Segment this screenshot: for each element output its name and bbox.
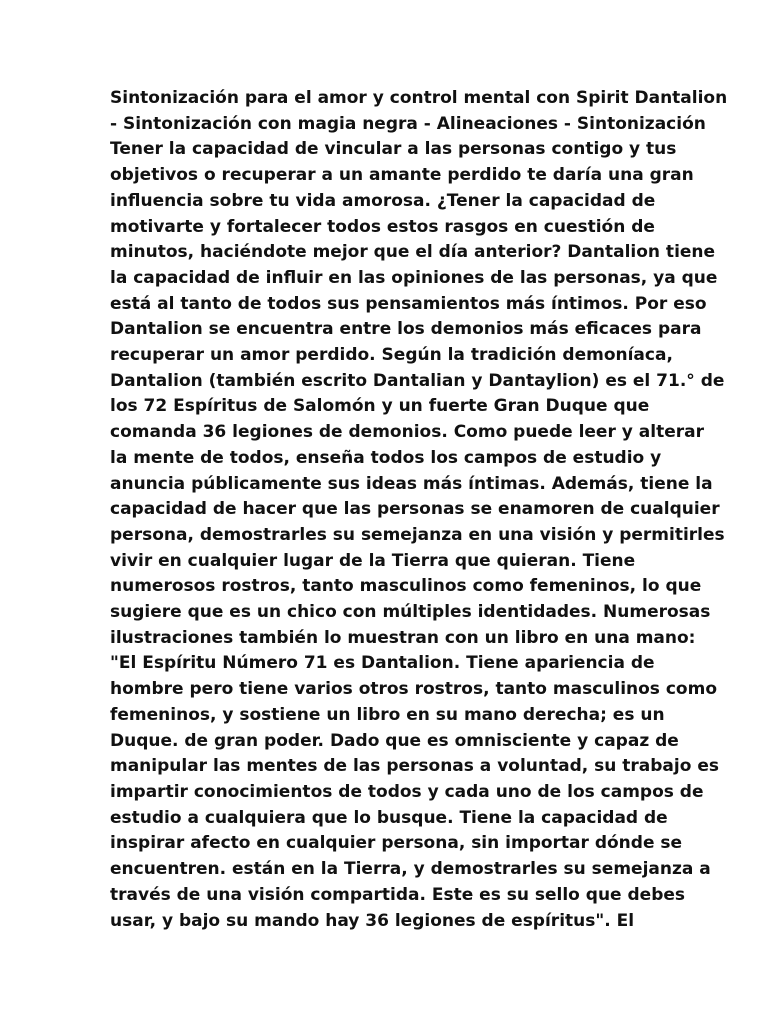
text-line: impartir conocimientos de todos y cada uno de los campos de [110, 781, 704, 802]
text-line: - Sintonización con magia negra - Alineaciones - Sintonización [110, 113, 706, 134]
text-line: los 72 Espíritus de Salomón y un fuerte Gran Duque que [110, 396, 650, 417]
document-body-text [110, 86, 728, 934]
text-line: numerosos rostros, tanto masculinos como femeninos, lo que [110, 576, 702, 597]
text-line: la capacidad de influir en las opiniones de las personas, ya que [110, 267, 718, 288]
text-line: sugiere que es un chico con múltiples identidades. Numerosas [110, 602, 711, 623]
text-line: vivir en cualquier lugar de la Tierra que quieran. Tiene [110, 550, 636, 571]
text-line: anuncia públicamente sus ideas más íntimas. Además, tiene la [110, 473, 713, 494]
text-line: Duque. de gran poder. Dado que es omnisciente y capaz de [110, 730, 679, 751]
text-line: femeninos, y sostiene un libro en su mano derecha; es un [110, 704, 665, 725]
text-line: inspirar afecto en cualquier persona, sin importar dónde se [110, 833, 683, 854]
text-line: la mente de todos, enseña todos los campos de estudio y [110, 447, 662, 468]
text-line: Sintonización para el amor y control mental con Spirit Dantalion [110, 88, 728, 108]
text-line: Tener la capacidad de vincular a las personas contigo y tus [110, 139, 677, 160]
text-line: manipular las mentes de las personas a voluntad, su trabajo es [110, 756, 719, 777]
text-line: "El Espíritu Número 71 es Dantalion. Tiene apariencia de [110, 653, 655, 674]
text-line: encuentren. están en la Tierra, y demostrarles su semejanza a [110, 859, 711, 880]
text-line: través de una visión compartida. Este es su sello que debes [110, 884, 686, 905]
text-line: objetivos o recuperar a un amante perdido te daría una gran [110, 165, 694, 186]
text-line: motivarte y fortalecer todos estos rasgos en cuestión de [110, 216, 655, 237]
text-line: estudio a cualquiera que lo busque. Tiene la capacidad de [110, 807, 668, 828]
text-line: capacidad de hacer que las personas se enamoren de cualquier [110, 499, 720, 520]
text-line: usar, y bajo su mando hay 36 legiones de espíritus". El [110, 910, 635, 931]
text-line: persona, demostrarles su semejanza en una visión y permitirles [110, 524, 725, 545]
text-line: influencia sobre tu vida amorosa. ¿Tener la capacidad de [110, 190, 656, 211]
text-line: hombre pero tiene varios otros rostros, tanto masculinos como [110, 679, 717, 700]
text-line: Dantalion (también escrito Dantalian y Dantaylion) es el 71.° de [110, 370, 725, 391]
text-line: recuperar un amor perdido. Según la tradición demoníaca, [110, 345, 673, 366]
text-line: minutos, haciéndote mejor que el día anterior? Dantalion tiene [110, 242, 716, 263]
text-line: ilustraciones también lo muestran con un libro en una mano: [110, 627, 696, 648]
text-line: Dantalion se encuentra entre los demonios más eficaces para [110, 319, 702, 340]
text-line: comanda 36 legiones de demonios. Como puede leer y alterar [110, 422, 704, 443]
text-line: está al tanto de todos sus pensamientos más íntimos. Por eso [110, 293, 707, 314]
